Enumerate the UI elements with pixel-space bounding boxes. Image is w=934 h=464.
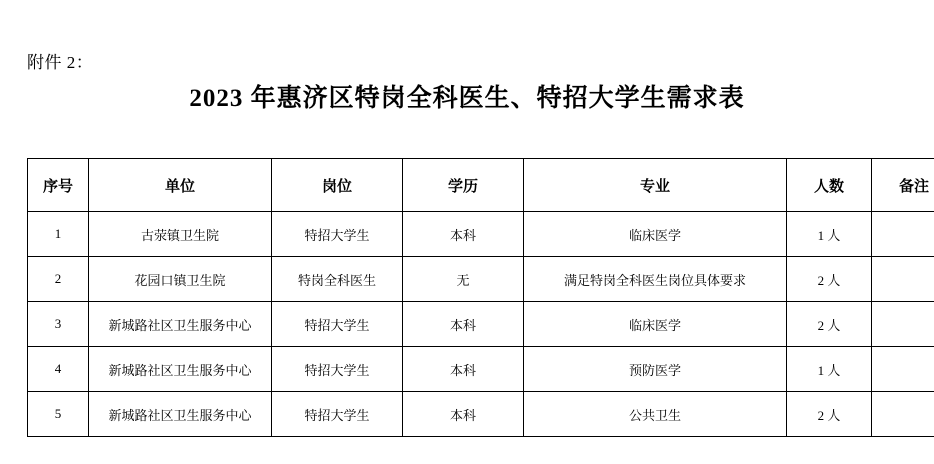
- table-row: [28, 257, 934, 302]
- cell-unit: 花园口镇卫生院: [89, 257, 272, 302]
- cell-major: 预防医学: [524, 347, 787, 392]
- requirements-table: [27, 158, 934, 437]
- attachment-label: 附件 2：: [27, 53, 94, 72]
- cell-seq: 5: [28, 392, 89, 437]
- table-header: [28, 159, 934, 212]
- column-header-remark: 备注: [872, 159, 934, 212]
- cell-post: 特招大学生: [272, 347, 403, 392]
- cell-remark: [872, 212, 934, 257]
- cell-post: 特岗全科医生: [272, 257, 403, 302]
- cell-remark: [872, 347, 934, 392]
- column-header-post: 岗位: [272, 159, 403, 212]
- cell-remark: [872, 302, 934, 347]
- cell-unit: 古荥镇卫生院: [89, 212, 272, 257]
- cell-remark: [872, 257, 934, 302]
- page-title: 2023 年惠济区特岗全科医生、特招大学生需求表: [189, 85, 745, 112]
- cell-count: 2 人: [787, 257, 872, 302]
- cell-education: 本科: [403, 212, 524, 257]
- table-row: [28, 392, 934, 437]
- cell-seq: 4: [28, 347, 89, 392]
- column-header-seq: 序号: [28, 159, 89, 212]
- cell-count: 1 人: [787, 347, 872, 392]
- cell-seq: 2: [28, 257, 89, 302]
- cell-post: 特招大学生: [272, 302, 403, 347]
- cell-count: 2 人: [787, 302, 872, 347]
- column-header-education: 学历: [403, 159, 524, 212]
- column-header-major: 专业: [524, 159, 787, 212]
- table-row: [28, 302, 934, 347]
- cell-major: 满足特岗全科医生岗位具体要求: [524, 257, 787, 302]
- cell-unit: 新城路社区卫生服务中心: [89, 392, 272, 437]
- cell-count: 1 人: [787, 212, 872, 257]
- cell-major: 临床医学: [524, 302, 787, 347]
- cell-unit: 新城路社区卫生服务中心: [89, 347, 272, 392]
- table-row: [28, 212, 934, 257]
- column-header-unit: 单位: [89, 159, 272, 212]
- column-header-count: 人数: [787, 159, 872, 212]
- cell-education: 无: [403, 257, 524, 302]
- table-row: [28, 347, 934, 392]
- cell-post: 特招大学生: [272, 212, 403, 257]
- cell-seq: 3: [28, 302, 89, 347]
- requirements-table-container: [27, 158, 929, 437]
- cell-unit: 新城路社区卫生服务中心: [89, 302, 272, 347]
- cell-major: 公共卫生: [524, 392, 787, 437]
- table-header-row: [28, 159, 934, 212]
- cell-count: 2 人: [787, 392, 872, 437]
- cell-education: 本科: [403, 302, 524, 347]
- cell-remark: [872, 392, 934, 437]
- cell-education: 本科: [403, 347, 524, 392]
- cell-education: 本科: [403, 392, 524, 437]
- cell-major: 临床医学: [524, 212, 787, 257]
- cell-seq: 1: [28, 212, 89, 257]
- table-body: [28, 212, 934, 437]
- cell-post: 特招大学生: [272, 392, 403, 437]
